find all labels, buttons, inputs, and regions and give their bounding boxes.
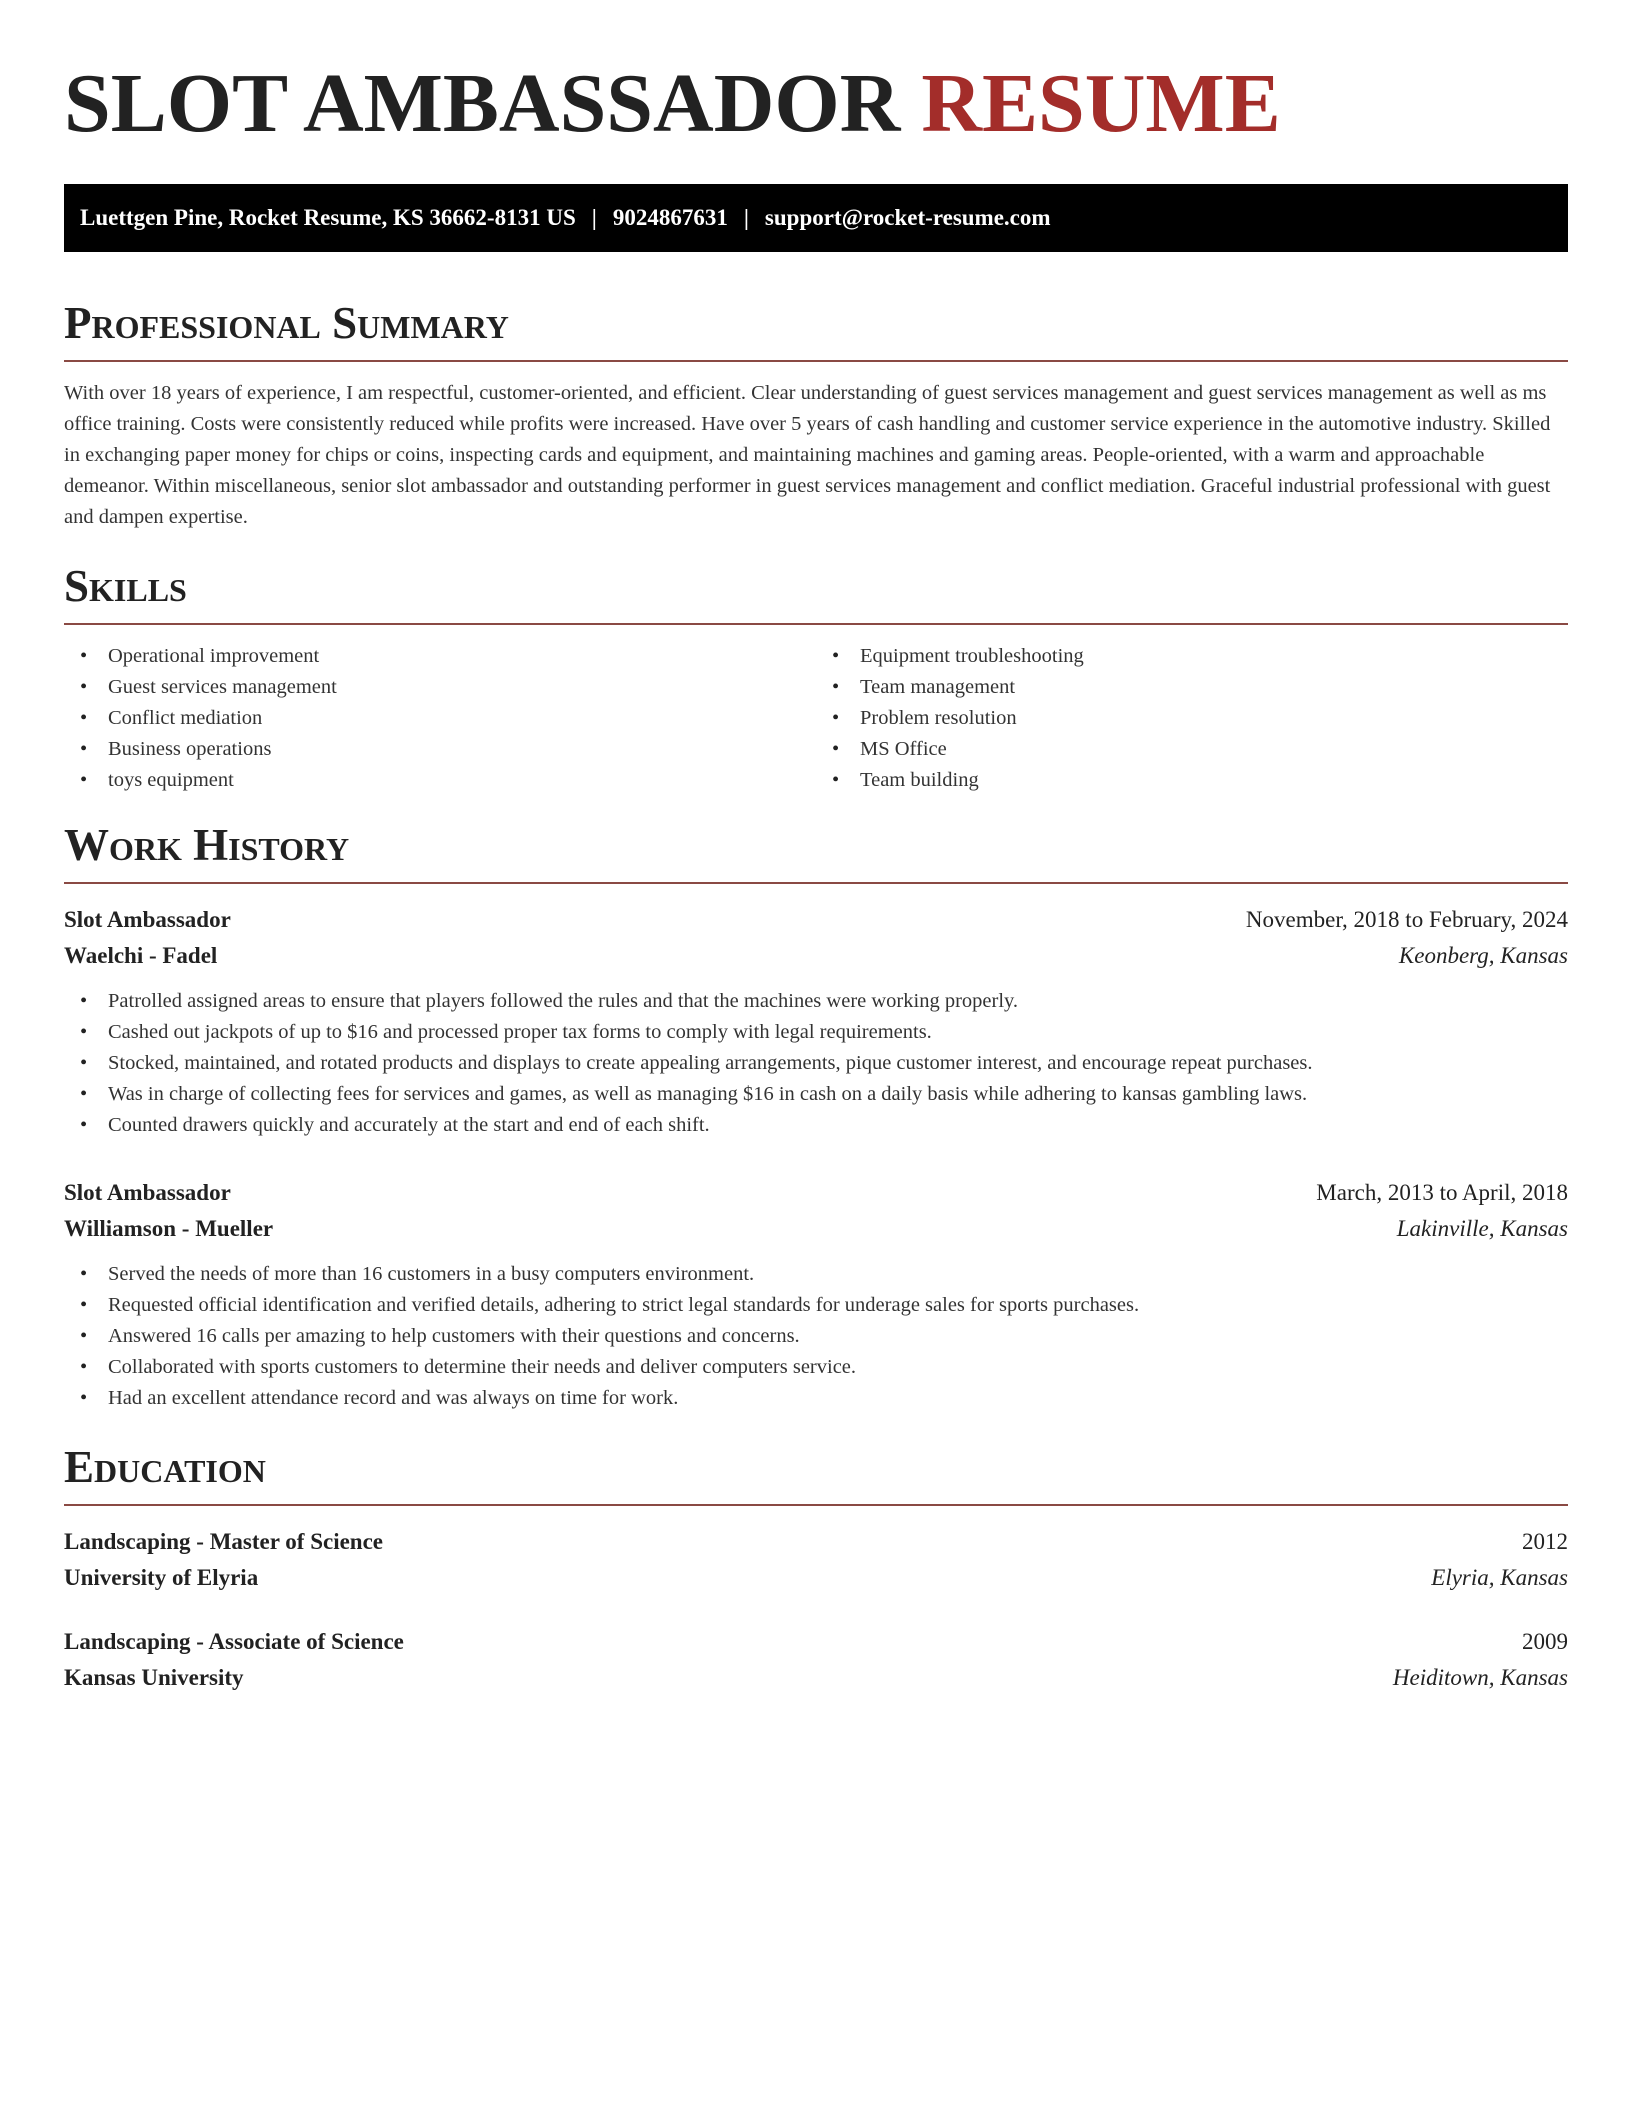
job-header-row: [64, 902, 1568, 938]
job-company: Williamson - Mueller: [64, 1216, 274, 1241]
skill-item: • Problem resolution: [816, 703, 1568, 734]
title-accent: RESUME: [921, 57, 1281, 150]
education-degree: Landscaping - Master of Science: [64, 1529, 384, 1554]
job-bullet: • Patrolled assigned areas to ensure that players followed the rules and that the machines were working properly.: [64, 986, 1568, 1017]
skill-item: • Business operations: [64, 734, 816, 765]
skill-item: • Operational improvement: [64, 641, 816, 672]
contact-address: Luettgen Pine, Rocket Resume, KS 36662-8131 US: [80, 205, 576, 230]
education-heading: Education: [64, 1440, 1568, 1506]
education-entry: [64, 1624, 1568, 1696]
job-title: Slot Ambassador: [64, 907, 231, 932]
job-location: Keonberg, Kansas: [1398, 943, 1568, 968]
education-entry: [64, 1524, 1568, 1596]
skills-column-left: [64, 641, 816, 796]
contact-phone: 9024867631: [612, 205, 728, 230]
skill-item: • Team building: [816, 765, 1568, 796]
job-bullets: [64, 986, 1568, 1141]
job-location: Lakinville, Kansas: [1396, 1216, 1568, 1241]
job-bullet: • Cashed out jackpots of up to $16 and processed proper tax forms to comply with legal requirements.: [64, 1017, 1568, 1048]
skills-column-right: [816, 641, 1568, 796]
education-school-row: [64, 1560, 1568, 1596]
education-school-row: [64, 1660, 1568, 1696]
job-bullet: • Had an excellent attendance record and was always on time for work.: [64, 1383, 1568, 1414]
contact-bar: [64, 184, 1568, 252]
skills-heading: Skills: [64, 559, 1568, 625]
title-main: SLOT AMBASSADOR: [64, 57, 901, 150]
contact-email: support@rocket-resume.com: [764, 205, 1051, 230]
job-entry: [64, 902, 1568, 1141]
contact-separator: |: [743, 205, 749, 230]
job-bullet: • Served the needs of more than 16 customers in a busy computers environment.: [64, 1259, 1568, 1290]
job-bullet: • Counted drawers quickly and accurately at the start and end of each shift.: [64, 1110, 1568, 1141]
education-degree-row: [64, 1624, 1568, 1660]
job-company: Waelchi - Fadel: [64, 943, 218, 968]
skill-item: • Equipment troubleshooting: [816, 641, 1568, 672]
skill-item: • toys equipment: [64, 765, 816, 796]
job-entry: [64, 1175, 1568, 1414]
education-school: Kansas University: [64, 1665, 244, 1690]
job-dates: March, 2013 to April, 2018: [1316, 1180, 1568, 1205]
job-bullet: • Requested official identification and verified details, adhering to strict legal standards for underage sales for sports purchases.: [64, 1290, 1568, 1321]
job-bullet: • Answered 16 calls per amazing to help customers with their questions and concerns.: [64, 1321, 1568, 1352]
education-degree-row: [64, 1524, 1568, 1560]
skill-item: • Guest services management: [64, 672, 816, 703]
work-history-heading: Work History: [64, 818, 1568, 884]
job-bullet: • Stocked, maintained, and rotated products and displays to create appealing arrangements, pique customer interest, and encourage repeat purchases.: [64, 1048, 1568, 1079]
skill-item: • Team management: [816, 672, 1568, 703]
job-bullets: [64, 1259, 1568, 1414]
skills-list: [64, 641, 1568, 796]
education-location: Elyria, Kansas: [1431, 1565, 1568, 1590]
education-year: 2012: [1522, 1529, 1568, 1554]
education-year: 2009: [1522, 1629, 1568, 1654]
resume-title: [64, 0, 1568, 152]
job-company-row: [64, 1211, 1568, 1247]
job-company-row: [64, 938, 1568, 974]
job-bullet: • Collaborated with sports customers to determine their needs and deliver computers service.: [64, 1352, 1568, 1383]
contact-separator: |: [591, 205, 597, 230]
job-dates: November, 2018 to February, 2024: [1245, 907, 1568, 932]
job-header-row: [64, 1175, 1568, 1211]
job-title: Slot Ambassador: [64, 1180, 231, 1205]
job-bullet: • Was in charge of collecting fees for services and games, as well as managing $16 in cash on a daily basis while adhering to kansas gambling laws.: [64, 1079, 1568, 1110]
education-degree: Landscaping - Associate of Science: [64, 1629, 404, 1654]
skill-item: • Conflict mediation: [64, 703, 816, 734]
education-location: Heiditown, Kansas: [1392, 1665, 1568, 1690]
skill-item: • MS Office: [816, 734, 1568, 765]
summary-heading: Professional Summary: [64, 296, 1568, 362]
education-school: University of Elyria: [64, 1565, 259, 1590]
summary-text: With over 18 years of experience, I am respectful, customer-oriented, and efficient. Clear understanding of guest services management and guest services management as well as ms office training. Costs were consistently reduced while profits were increased. Have over 5 years of cash handling and customer service experience in the automotive industry. Skilled in exchanging paper money for chips or coins, inspecting cards and equipment, and maintaining machines and gaming areas. People-oriented, with a warm and approachable demeanor. Within miscellaneous, senior slot ambassador and outstanding performer in guest services management and conflict mediation. Graceful industrial professional with guest and dampen expertise.: [64, 382, 1551, 528]
